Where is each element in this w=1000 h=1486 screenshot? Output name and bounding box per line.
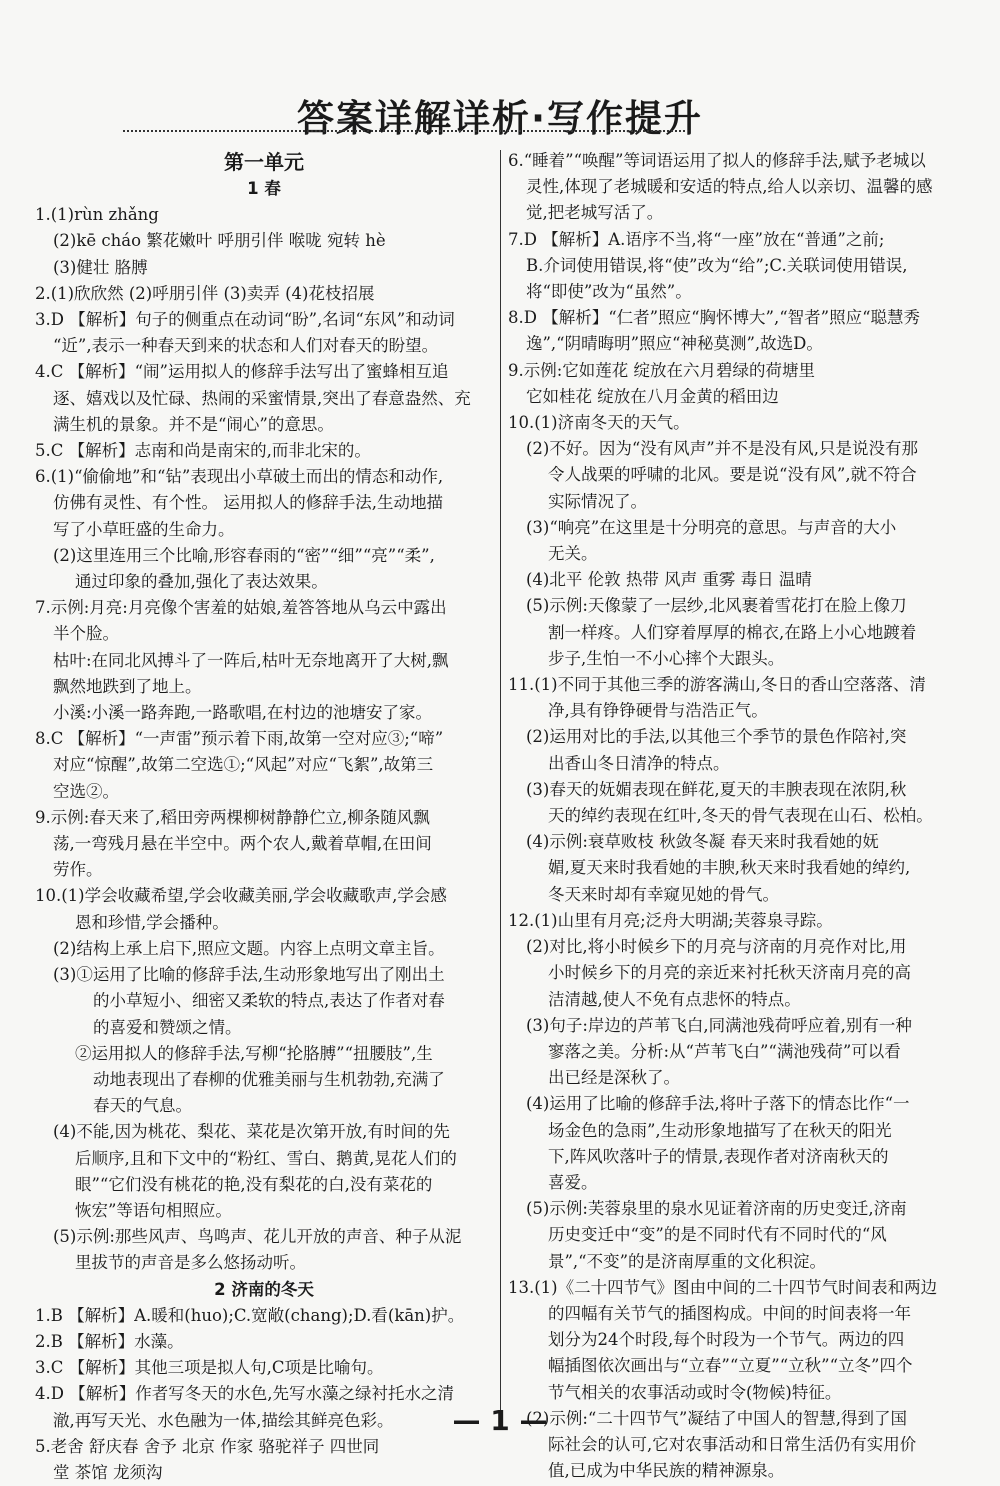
answer-line: 12.(1)山里有月亮;泛舟大明湖;芙蓉泉寻踪。 (508, 910, 833, 930)
answer-line: 10.(1)济南冬天的天气。 (508, 413, 690, 433)
answer-line: 3.C 【解析】其他三项是拟人句,C项是比喻句。 (35, 1358, 384, 1378)
answer-line: 9.示例:它如莲花 绽放在六月碧绿的荷塘里 (508, 360, 816, 380)
answer-line: 冬天来时却有幸窥见她的骨气。 (548, 884, 779, 904)
answer-line: (2)运用对比的手法,以其他三个季节的景色作陪衬,突 (526, 727, 907, 747)
answer-line: 历史变迁中“变”的是不同时代有不同时代的“风 (548, 1225, 887, 1245)
answer-line: 恢宏”等语句相照应。 (75, 1200, 232, 1220)
answer-line: 5.C 【解析】志南和尚是南宋的,而非北宋的。 (35, 441, 371, 461)
answer-line: 出已经是深秋了。 (548, 1068, 680, 1088)
answer-line: 的喜爱和赞颂之情。 (93, 1017, 242, 1037)
answer-line: (4)运用了比喻的修辞手法,将叶子落下的情态比作“一 (526, 1094, 910, 1114)
answer-line: 景”,“不变”的是济南厚重的文化积淀。 (548, 1251, 827, 1271)
answer-line: 出香山冬日清净的特点。 (548, 753, 730, 773)
answer-line: 步子,生怕一不小心摔个大跟头。 (548, 648, 785, 668)
answer-line: 4.C 【解析】“闹”运用拟人的修辞手法写出了蜜蜂相互追 (35, 362, 449, 382)
answer-line: 的四幅有关节气的插图构成。中间的时间表将一年 (548, 1303, 911, 1323)
answer-line: (2)不好。因为“没有风声”并不是没有风,只是说没有那 (526, 439, 918, 459)
answer-line: (4)示例:衰草败枝 秋敛冬凝 春天来时我看她的妩 (526, 832, 879, 852)
answer-line: 7.D 【解析】A.语序不当,将“一座”放在“普通”之前; (508, 229, 885, 249)
answer-line: (3)“响亮”在这里是十分明亮的意思。与声音的大小 (526, 517, 897, 537)
answer-line: (2)对比,将小时候乡下的月亮与济南的月亮作对比,用 (526, 937, 907, 957)
answer-line: 6.“睡着”“唤醒”等词语运用了拟人的修辞手法,赋予老城以 (508, 151, 926, 170)
answer-line: 小时候乡下的月亮的亲近来衬托秋天济南月亮的高 (548, 963, 911, 983)
answer-line: (3)春天的妩媚表现在鲜花,夏天的丰腴表现在浓阴,秋 (526, 779, 907, 799)
answer-line: 际社会的认可,它对农事活动和日常生活仍有实用价 (548, 1434, 917, 1454)
answer-line: 13.(1)《二十四节气》图由中间的二十四节气时间表和两边 (508, 1277, 938, 1297)
answer-line: 小溪:小溪一路奔跑,一路歌唱,在村边的池塘安了家。 (53, 703, 433, 723)
answer-line: 1.(1)rùn zhǎng (35, 205, 159, 225)
answer-line: 逐、嬉戏以及忙碌、热闹的采蜜情景,突出了春意盎然、充 (53, 388, 471, 408)
answer-line: 8.D 【解析】“仁者”照应“胸怀博大”,“智者”照应“聪慧秀 (508, 308, 921, 328)
answer-line: 飘然地跌到了地上。 (53, 676, 202, 696)
answer-line: 净,具有铮铮硬骨与浩浩正气。 (548, 701, 768, 721)
answer-line: 9.示例:春天来了,稻田旁两棵柳树静静伫立,柳条随风飘 (35, 807, 430, 827)
answer-line: 4.D 【解析】作者写冬天的水色,先写水藻之绿衬托水之清 (35, 1384, 454, 1404)
answer-line: 澈,再写天光、水色融为一体,描绘其鲜亮色彩。 (53, 1410, 394, 1430)
answer-line: (5)示例:那些风声、鸟鸣声、花儿开放的声音、种子从泥 (53, 1227, 462, 1247)
answer-line: (3)健壮 胳膊 (53, 257, 148, 277)
left-column (35, 148, 493, 1486)
page-number: — 1 — (452, 1404, 548, 1437)
answer-line: 觉,把老城写活了。 (526, 203, 664, 223)
answer-line: 2.B 【解析】水藻。 (35, 1331, 184, 1351)
answer-line: 后顺序,且和下文中的“粉红、雪白、鹅黄,晃花人们的 (75, 1148, 457, 1168)
answer-line: ②运用拟人的修辞手法,写柳“抡胳膊”“扭腰肢”,生 (75, 1043, 433, 1063)
answer-line: 1.B 【解析】A.暖和(huo);C.宽敞(chang);D.看(kān)护。 (35, 1305, 465, 1325)
answer-line: (2)kē cháo 繁花嫩叶 呼朋引伴 喉咙 宛转 hè (53, 231, 386, 251)
answer-line: 3.D 【解析】句子的侧重点在动词“盼”,名词“东风”和动词 (35, 310, 455, 330)
right-column (508, 148, 963, 1484)
answer-line: 满生机的景象。并不是“闹心”的意思。 (53, 414, 334, 434)
answer-line: 荡,一弯残月悬在半空中。两个农人,戴着草帽,在田间 (53, 834, 432, 854)
answer-line: (2)结构上承上启下,照应文题。内容上点明文章主旨。 (53, 938, 445, 958)
column-divider (500, 150, 501, 1428)
answer-line: 天的绰约表现在红叶,冬天的骨气表现在山石、松柏。 (548, 806, 933, 826)
answer-line: 媚,夏天来时我看她的丰腴,秋天来时我看她的绰约, (548, 858, 911, 878)
answer-line: (2)示例:“二十四节气”凝结了中国人的智慧,得到了国 (526, 1408, 908, 1428)
answer-line: 半个脸。 (53, 624, 119, 644)
answer-line: (3)句子:岸边的芦苇飞白,同满池残荷呼应着,别有一种 (526, 1015, 912, 1035)
answer-line: 逸”,“阴晴晦明”照应“神秘莫测”,故选D。 (526, 334, 823, 354)
answer-line: 寥落之美。分析:从“芦苇飞白”“满池残荷”可以看 (548, 1041, 901, 1061)
answer-line: 10.(1)学会收藏希望,学会收藏美丽,学会收藏歌声,学会感 (35, 886, 447, 906)
answer-line: (2)这里连用三个比喻,形容春雨的“密”“细”“亮”“柔”, (53, 545, 435, 565)
section-heading: 第一单元 (224, 150, 304, 174)
answer-line: 实际情况了。 (548, 491, 647, 511)
answer-line: 空选②。 (53, 781, 119, 801)
answer-line: 的小草短小、细密又柔软的特点,表达了作者对春 (93, 991, 445, 1011)
answer-line: 割一样疼。人们穿着厚厚的棉衣,在路上小心地踱着 (548, 622, 917, 642)
answer-line: 2.(1)欣欣然 (2)呼朋引伴 (3)卖弄 (4)花枝招展 (35, 283, 375, 303)
answer-line: 仿佛有灵性、有个性。 运用拟人的修辞手法,生动地描 (53, 493, 443, 513)
answer-line: 划分为24个时段,每个时段为一个节气。两边的四 (548, 1330, 905, 1350)
answer-line: 对应“惊醒”,故第二空选①;“风起”对应“飞絮”,故第三 (53, 755, 434, 775)
answer-line: 劳作。 (53, 860, 103, 880)
answer-line: 令人战栗的呼啸的北风。要是说“没有风”,就不符合 (548, 465, 917, 485)
answer-line: (4)不能,因为桃花、梨花、菜花是次第开放,有时间的先 (53, 1122, 450, 1142)
answer-line: 8.C 【解析】“一声雷”预示着下雨,故第一空对应③;“啼” (35, 729, 444, 749)
answer-line: 场金色的急雨”,生动形象地描写了在秋天的阳光 (548, 1120, 892, 1140)
answer-line: 堂 茶馆 龙须沟 (53, 1462, 163, 1482)
answer-line: 春天的气息。 (93, 1096, 192, 1116)
answer-line: 7.示例:月亮:月亮像个害羞的姑娘,羞答答地从乌云中露出 (35, 598, 447, 618)
answer-line: 洁清越,使人不免有点悲怀的特点。 (548, 989, 801, 1009)
answer-line: B.介词使用错误,将“使”改为“给”;C.关联词使用错误, (526, 255, 908, 275)
answer-line: 恩和珍惜,学会播种。 (75, 912, 229, 932)
answer-line: 喜爱。 (548, 1172, 598, 1192)
answer-line: 节气相关的农事活动或时令(物候)特征。 (548, 1382, 842, 1402)
answer-line: 枯叶:在同北风搏斗了一阵后,枯叶无奈地离开了大树,飘 (53, 650, 449, 670)
answer-line: (3)①运用了比喻的修辞手法,生动形象地写出了刚出土 (53, 965, 445, 985)
answer-line: 无关。 (548, 544, 598, 564)
answer-line: 里拔节的声音是多么悠扬动听。 (75, 1253, 306, 1273)
answer-line: 写了小草旺盛的生命力。 (53, 519, 235, 539)
answer-line: 下,阵风吹落叶子的情景,表现作者对济南秋天的 (548, 1146, 889, 1166)
answer-line: (4)北平 伦敦 热带 风声 重雾 毒日 温晴 (526, 570, 812, 590)
section-heading: 1 春 (247, 179, 281, 198)
answer-line: 眼”“它们没有桃花的艳,没有梨花的白,没有菜花的 (75, 1174, 433, 1194)
answer-line: 动地表现出了春柳的优雅美丽与生机勃勃,充满了 (93, 1069, 445, 1089)
answer-line: 它如桂花 绽放在八月金黄的稻田边 (526, 386, 779, 406)
answer-line: 6.(1)“偷偷地”和“钻”表现出小草破土而出的情态和动作, (35, 467, 444, 487)
answer-line: (5)示例:天像蒙了一层纱,北风裹着雪花打在脸上像刀 (526, 596, 907, 616)
answer-line: 灵性,体现了老城暖和安适的特点,给人以亲切、温馨的感 (526, 177, 933, 197)
section-heading: 2 济南的冬天 (214, 1279, 314, 1299)
answer-line: 幅插图依次画出与“立春”“立夏”“立秋”“立冬”四个 (548, 1356, 913, 1376)
answer-line: 通过印象的叠加,强化了表达效果。 (75, 572, 328, 592)
answer-line: 5.老舍 舒庆春 舍予 北京 作家 骆驼祥子 四世同 (35, 1436, 380, 1456)
answer-line: (5)示例:芙蓉泉里的泉水见证着济南的历史变迁,济南 (526, 1199, 907, 1219)
title-underline (123, 130, 685, 132)
answer-line: 11.(1)不同于其他三季的游客满山,冬日的香山空落落、清 (508, 675, 926, 695)
answer-line: 将“即使”改为“虽然”。 (526, 282, 692, 302)
answer-line: 值,已成为中华民族的精神源泉。 (548, 1461, 785, 1481)
answer-line: “近”,表示一种春天到来的状态和人们对春天的盼望。 (53, 336, 439, 356)
page-title: 答案详解详析·写作提升 (296, 97, 704, 140)
